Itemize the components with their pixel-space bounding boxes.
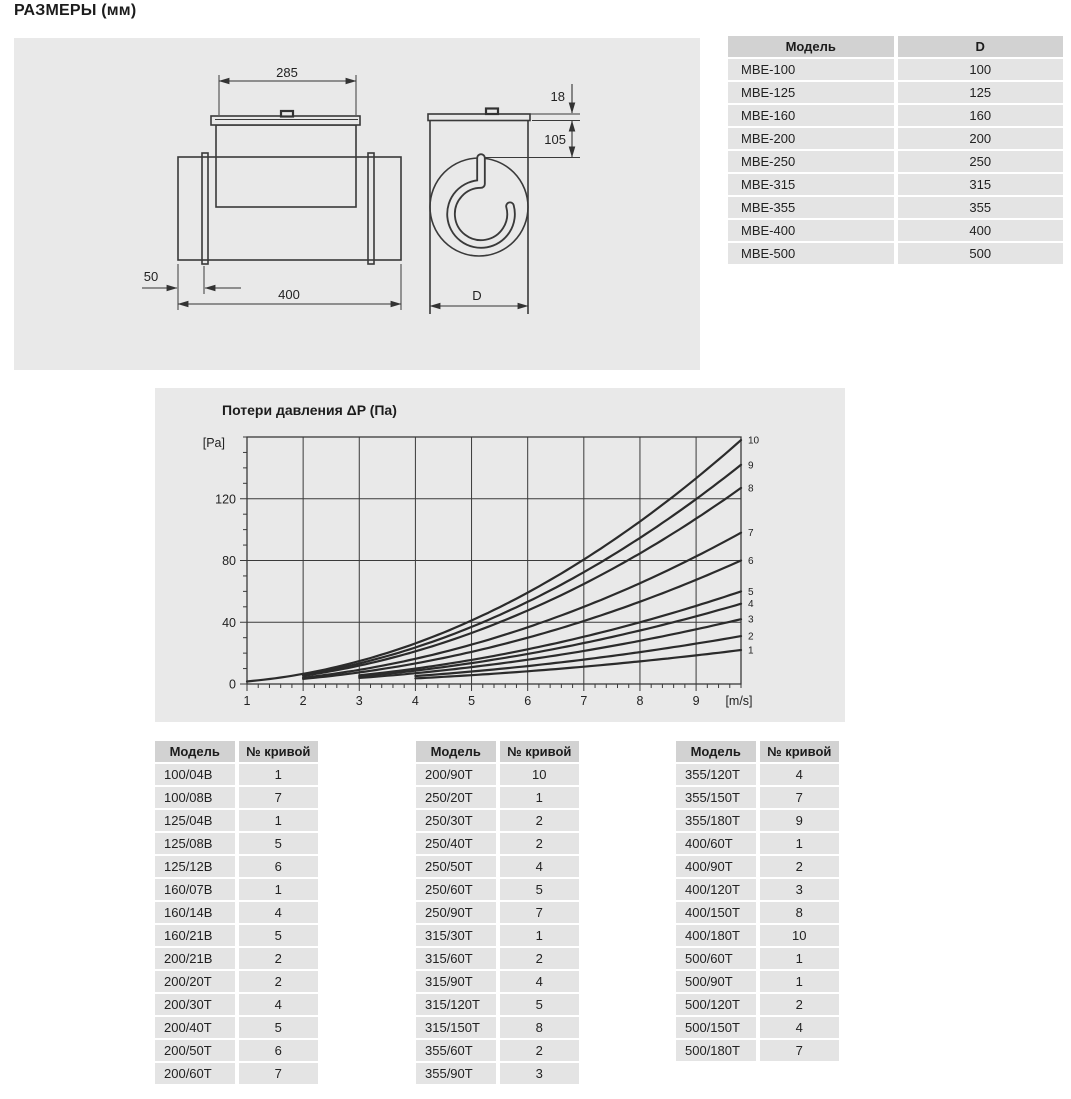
model-cell: 125/04В: [155, 809, 237, 832]
dimensions-panel: [14, 38, 700, 370]
value-cell: 1: [237, 809, 319, 832]
model-cell: 125/08В: [155, 832, 237, 855]
model-cell: 315/90Т: [416, 970, 498, 993]
table-row: [416, 1039, 579, 1062]
curve-table-3: [676, 741, 839, 1063]
model-cell: 500/120Т: [676, 993, 758, 1016]
pressure-loss-chart-panel: [155, 388, 845, 722]
model-cell: 100/04В: [155, 763, 237, 786]
value-cell: 500: [896, 242, 1064, 265]
value-cell: 1: [498, 786, 580, 809]
column-header: № кривой: [498, 741, 580, 763]
model-cell: 200/50Т: [155, 1039, 237, 1062]
value-cell: 6: [237, 1039, 319, 1062]
x-tick-label: 5: [468, 694, 476, 708]
table-row: [416, 924, 579, 947]
column-header: D: [896, 36, 1064, 58]
dim-label-400: 400: [278, 287, 300, 302]
table-row: [155, 786, 318, 809]
table-row: [416, 786, 579, 809]
value-cell: 5: [237, 924, 319, 947]
value-cell: 400: [896, 219, 1064, 242]
value-cell: 4: [498, 970, 580, 993]
model-cell: 400/150Т: [676, 901, 758, 924]
model-cell: МВЕ-125: [728, 81, 896, 104]
cable-gland: [281, 111, 293, 117]
model-cell: 315/120Т: [416, 993, 498, 1016]
value-cell: 1: [758, 970, 840, 993]
model-cell: 250/20Т: [416, 786, 498, 809]
value-cell: 4: [237, 993, 319, 1016]
table-row: [416, 1016, 579, 1039]
value-cell: 7: [758, 786, 840, 809]
value-cell: 7: [237, 1062, 319, 1085]
model-cell: МВЕ-315: [728, 173, 896, 196]
value-cell: 1: [498, 924, 580, 947]
model-cell: 500/150Т: [676, 1016, 758, 1039]
value-cell: 3: [498, 1062, 580, 1085]
end-lid: [428, 114, 530, 121]
x-tick-label: 1: [243, 694, 251, 708]
value-cell: 200: [896, 127, 1064, 150]
model-cell: 100/08В: [155, 786, 237, 809]
dim-label-50: 50: [143, 269, 159, 284]
table-row: [676, 1039, 839, 1062]
model-cell: 125/12В: [155, 855, 237, 878]
header-row: [155, 741, 318, 763]
value-cell: 355: [896, 196, 1064, 219]
side-view: [142, 65, 401, 310]
model-cell: 400/60Т: [676, 832, 758, 855]
value-cell: 7: [237, 786, 319, 809]
model-cell: МВЕ-160: [728, 104, 896, 127]
value-cell: 8: [498, 1016, 580, 1039]
model-cell: 315/60Т: [416, 947, 498, 970]
model-cell: 315/30Т: [416, 924, 498, 947]
value-cell: 3: [758, 878, 840, 901]
value-cell: 10: [758, 924, 840, 947]
header-row: [676, 741, 839, 763]
curve-label-4: 4: [748, 599, 754, 611]
curve-table-1: [155, 741, 318, 1086]
table-row: [676, 1016, 839, 1039]
table-row: [416, 901, 579, 924]
model-diameter-table: [728, 36, 1063, 266]
model-cell: 400/120Т: [676, 878, 758, 901]
dimension-105: [544, 121, 572, 157]
value-cell: 100: [896, 58, 1064, 81]
chart-title: Потери давления ΔP (Па): [222, 402, 397, 418]
value-cell: 2: [498, 832, 580, 855]
value-cell: 2: [498, 809, 580, 832]
table-row: [416, 970, 579, 993]
x-tick-label: 3: [355, 694, 363, 708]
value-cell: 2: [498, 1039, 580, 1062]
value-cell: 8: [758, 901, 840, 924]
pressure-loss-chart: [155, 388, 845, 722]
table-row: [416, 763, 579, 786]
curve-label-7: 7: [748, 528, 754, 540]
column-header: Модель: [728, 36, 896, 58]
value-cell: 2: [758, 855, 840, 878]
curve-label-9: 9: [748, 460, 754, 472]
model-cell: МВЕ-250: [728, 150, 896, 173]
value-cell: 2: [237, 947, 319, 970]
model-cell: МВЕ-200: [728, 127, 896, 150]
dimension-18: [551, 84, 572, 113]
column-header: Модель: [416, 741, 498, 763]
dim-label-105: 105: [544, 132, 566, 147]
value-cell: 5: [237, 832, 319, 855]
x-tick-label: 7: [580, 694, 588, 708]
table-row: [676, 832, 839, 855]
model-cell: 250/30Т: [416, 809, 498, 832]
model-cell: МВЕ-400: [728, 219, 896, 242]
x-tick-label: 2: [299, 694, 307, 708]
table-row: [676, 786, 839, 809]
value-cell: 1: [237, 763, 319, 786]
dimension-drawing: [14, 38, 700, 370]
model-cell: 200/60Т: [155, 1062, 237, 1085]
model-cell: 355/60Т: [416, 1039, 498, 1062]
table-row: [728, 58, 1063, 81]
table-row: [676, 970, 839, 993]
value-cell: 2: [237, 970, 319, 993]
table-row: [416, 878, 579, 901]
model-cell: 200/90Т: [416, 763, 498, 786]
model-cell: 500/90Т: [676, 970, 758, 993]
table-row: [728, 104, 1063, 127]
model-cell: 200/21В: [155, 947, 237, 970]
value-cell: 2: [758, 993, 840, 1016]
y-tick-label: 120: [215, 492, 236, 507]
header-row: [728, 36, 1063, 58]
value-cell: 160: [896, 104, 1064, 127]
table-row: [416, 832, 579, 855]
curve-label-10: 10: [748, 435, 760, 447]
curve-9: [303, 465, 741, 675]
model-cell: МВЕ-500: [728, 242, 896, 265]
dimension-D: [430, 288, 528, 306]
table-row: [416, 1062, 579, 1085]
table-row: [416, 993, 579, 1016]
x-tick-label: 8: [636, 694, 644, 708]
value-cell: 9: [758, 809, 840, 832]
table-row: [155, 832, 318, 855]
table-row: [155, 947, 318, 970]
value-cell: 250: [896, 150, 1064, 173]
table-row: [155, 970, 318, 993]
table-row: [676, 993, 839, 1016]
terminal-box: [216, 125, 356, 207]
model-cell: 200/30Т: [155, 993, 237, 1016]
curve-table-2: [416, 741, 579, 1086]
table-row: [676, 855, 839, 878]
table-row: [728, 150, 1063, 173]
curve-label-1: 1: [748, 645, 754, 657]
table-row: [728, 219, 1063, 242]
value-cell: 315: [896, 173, 1064, 196]
model-cell: 355/90Т: [416, 1062, 498, 1085]
model-cell: 250/40Т: [416, 832, 498, 855]
dim-label-18: 18: [550, 89, 565, 104]
table-row: [676, 947, 839, 970]
column-header: № кривой: [758, 741, 840, 763]
table-row: [416, 809, 579, 832]
x-tick-label: 4: [411, 694, 419, 708]
table-row: [155, 901, 318, 924]
x-axis-unit: [m/s]: [725, 694, 753, 708]
curve-label-5: 5: [748, 586, 754, 598]
dimension-400: [178, 264, 401, 310]
model-cell: 400/90Т: [676, 855, 758, 878]
model-cell: МВЕ-355: [728, 196, 896, 219]
table-row: [728, 173, 1063, 196]
model-cell: 355/120Т: [676, 763, 758, 786]
table-row: [155, 924, 318, 947]
model-cell: 250/50Т: [416, 855, 498, 878]
dimension-50: [142, 264, 241, 310]
value-cell: 2: [498, 947, 580, 970]
curve-4: [359, 604, 741, 677]
table-row: [155, 763, 318, 786]
x-tick-label: 6: [524, 694, 532, 708]
header-row: [416, 741, 579, 763]
dimension-285: [219, 65, 356, 115]
table-row: [416, 855, 579, 878]
model-cell: 500/180Т: [676, 1039, 758, 1062]
table-row: [155, 809, 318, 832]
table-row: [728, 127, 1063, 150]
value-cell: 7: [498, 901, 580, 924]
table-row: [676, 878, 839, 901]
table-row: [155, 1016, 318, 1039]
end-view: [428, 84, 580, 314]
table-row: [155, 878, 318, 901]
table-row: [155, 1039, 318, 1062]
value-cell: 6: [237, 855, 319, 878]
table-row: [155, 855, 318, 878]
table-row: [676, 809, 839, 832]
model-cell: 250/90Т: [416, 901, 498, 924]
value-cell: 1: [758, 947, 840, 970]
value-cell: 10: [498, 763, 580, 786]
model-cell: 355/180Т: [676, 809, 758, 832]
table-row: [676, 924, 839, 947]
y-tick-label: 0: [229, 677, 236, 692]
value-cell: 5: [498, 878, 580, 901]
table-row: [676, 901, 839, 924]
value-cell: 7: [758, 1039, 840, 1062]
curve-label-2: 2: [748, 631, 754, 643]
table-row: [728, 81, 1063, 104]
page-title: РАЗМЕРЫ (мм): [14, 2, 137, 19]
y-tick-label: 40: [222, 615, 236, 630]
value-cell: 5: [498, 993, 580, 1016]
model-cell: 200/20Т: [155, 970, 237, 993]
model-cell: 160/21В: [155, 924, 237, 947]
curve-label-3: 3: [748, 614, 754, 626]
y-tick-label: 80: [222, 554, 236, 568]
value-cell: 125: [896, 81, 1064, 104]
column-header: Модель: [676, 741, 758, 763]
model-cell: МВЕ-100: [728, 58, 896, 81]
model-cell: 160/14В: [155, 901, 237, 924]
dim-label-285: 285: [276, 65, 298, 80]
flange-left: [202, 153, 208, 264]
model-cell: 400/180Т: [676, 924, 758, 947]
value-cell: 4: [498, 855, 580, 878]
dim-label-D: D: [472, 288, 482, 303]
table-row: [155, 1062, 318, 1085]
curve-label-6: 6: [748, 556, 754, 567]
column-header: Модель: [155, 741, 237, 763]
curve-label-8: 8: [748, 483, 754, 495]
flange-right: [368, 153, 374, 264]
model-cell: 315/150Т: [416, 1016, 498, 1039]
value-cell: 1: [237, 878, 319, 901]
model-cell: 500/60Т: [676, 947, 758, 970]
y-axis-unit: [Pa]: [202, 436, 225, 450]
table-row: [676, 763, 839, 786]
model-cell: 160/07В: [155, 878, 237, 901]
x-tick-label: 9: [692, 694, 700, 708]
value-cell: 4: [758, 763, 840, 786]
table-row: [728, 196, 1063, 219]
table-row: [728, 242, 1063, 265]
end-cable-gland: [486, 109, 498, 115]
value-cell: 1: [758, 832, 840, 855]
model-cell: 250/60Т: [416, 878, 498, 901]
value-cell: 5: [237, 1016, 319, 1039]
table-row: [416, 947, 579, 970]
value-cell: 4: [758, 1016, 840, 1039]
table-row: [155, 993, 318, 1016]
value-cell: 4: [237, 901, 319, 924]
column-header: № кривой: [237, 741, 319, 763]
model-cell: 355/150Т: [676, 786, 758, 809]
model-cell: 200/40Т: [155, 1016, 237, 1039]
